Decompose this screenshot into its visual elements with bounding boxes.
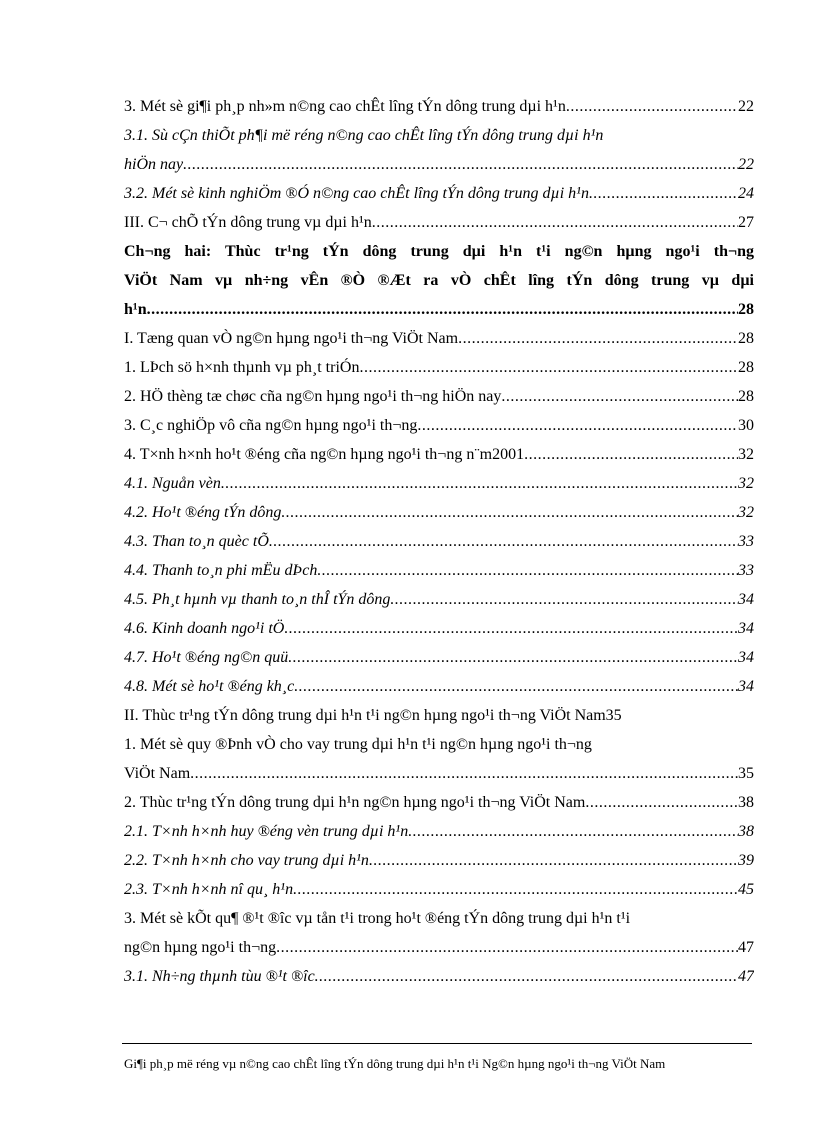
toc-entry: 2.1. T×nh h×nh huy ®éng vèn trung dµi h¹n ..... 38	[124, 817, 754, 846]
toc-chapter-heading: h¹n ..... 28	[124, 295, 754, 324]
toc-entry: 2. HÖ thèng tæ chøc cña ng©n hµng ngo¹i th¬ng hiÖn nay ..... 28	[124, 382, 754, 411]
toc-entry: 4.1. Nguån vèn ..... 32	[124, 469, 754, 498]
toc-entry: 3.1. Sù cÇn thiÕt ph¶i më réng n©ng cao chÊt lîng tÝn dông trung dµi h¹n	[124, 127, 604, 144]
toc-entry: ViÖt Nam ..... 35	[124, 759, 754, 788]
toc-entry: 4.4. Thanh to¸n phi mËu dÞch ..... 33	[124, 556, 754, 585]
toc-entry: 3. C¸c nghiÖp vô cña ng©n hµng ngo¹i th¬ng ..... 30	[124, 411, 754, 440]
toc-chapter-heading: Ch¬ng hai: Thùc tr¹ng tÝn dông trung dµi h¹n t¹i ng©n hµng ngo¹i th¬ng	[124, 243, 754, 260]
toc-entry: 4.8. Mét sè ho¹t ®éng kh¸c ..... 34	[124, 672, 754, 701]
toc-entry: 4.6. Kinh doanh ngo¹i tÖ ..... 34	[124, 614, 754, 643]
toc-entry: 4.5. Ph¸t hµnh vµ thanh to¸n thÎ tÝn dông ..... 34	[124, 585, 754, 614]
toc-entry: I. Tæng quan vÒ ng©n hµng ngo¹i th¬ng ViÖt Nam ..... 28	[124, 324, 754, 353]
toc-entry: III. C¬ chÕ tÝn dông trung vµ dµi h¹n ..... 27	[124, 208, 754, 237]
toc-entry: 4.2. Ho¹t ®éng tÝn dông ..... 32	[124, 498, 754, 527]
toc-entry: 3. Mét sè gi¶i ph¸p nh»m n©ng cao chÊt lîng tÝn dông trung dµi h¹n ..... 22	[124, 92, 754, 121]
toc-entry: hiÖn nay ..... 22	[124, 150, 754, 179]
toc-entry: 3. Mét sè kÕt qu¶ ®¹t ®îc vµ tån t¹i trong ho¹t ®éng tÝn dông trung dµi h¹n t¹i	[124, 910, 631, 927]
toc-entry: 1. LÞch sö h×nh thµnh vµ ph¸t triÓn ..... 28	[124, 353, 754, 382]
footer-divider	[122, 1043, 752, 1044]
toc-entry: 2.3. T×nh h×nh nî qu¸ h¹n ..... 45	[124, 875, 754, 904]
page-footer: Gi¶i ph¸p më réng vµ n©ng cao chÊt lîng tÝn dông trung dµi h¹n t¹i Ng©n hµng ngo¹i th¬ng ViÖt Nam	[124, 1056, 666, 1071]
toc-entry: 4. T×nh h×nh ho¹t ®éng cña ng©n hµng ngo¹i th¬ng n¨m2001 ..... 32	[124, 440, 754, 469]
toc-entry: ng©n hµng ngo¹i th¬ng ..... 47	[124, 933, 754, 962]
toc-entry: 4.7. Ho¹t ®éng ng©n quü ..... 34	[124, 643, 754, 672]
toc-entry: 4.3. Than to¸n quèc tÕ ..... 33	[124, 527, 754, 556]
toc-entry: 2. Thùc tr¹ng tÝn dông trung dµi h¹n ng©n hµng ngo¹i th¬ng ViÖt Nam ..... 38	[124, 788, 754, 817]
toc-entry: II. Thùc tr¹ng tÝn dông trung dµi h¹n t¹i ng©n hµng ngo¹i th¬ng ViÖt Nam 35	[124, 707, 622, 724]
toc-chapter-heading: ViÖt Nam vµ nh÷ng vÊn ®Ò ®Æt ra vÒ chÊt lîng tÝn dông trung vµ dµi	[124, 272, 754, 289]
table-of-contents	[124, 92, 754, 991]
toc-entry: 2.2. T×nh h×nh cho vay trung dµi h¹n ..... 39	[124, 846, 754, 875]
toc-entry: 3.1. Nh÷ng thµnh tùu ®¹t ®îc ..... 47	[124, 962, 754, 991]
toc-entry: 1. Mét sè quy ®Þnh vÒ cho vay trung dµi h¹n t¹i ng©n hµng ngo¹i th¬ng	[124, 736, 592, 753]
toc-entry: 3.2. Mét sè kinh nghiÖm ®Ó n©ng cao chÊt lîng tÝn dông trung dµi h¹n ..... 24	[124, 179, 754, 208]
